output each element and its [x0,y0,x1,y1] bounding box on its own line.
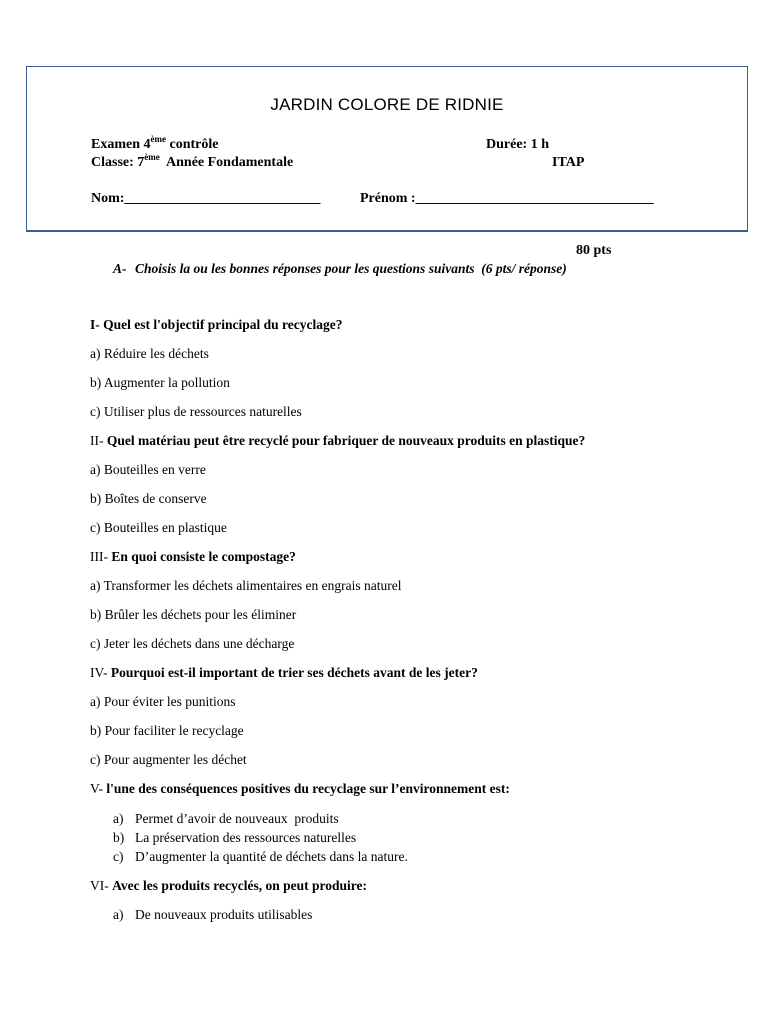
duration-label: Durée: 1 h [486,137,549,152]
question-5: V- l'une des conséquences positives du recyclage sur l’environnement est: [90,781,510,796]
question-4-option-b[interactable]: b) Pour faciliter le recyclage [90,723,244,738]
nom-field[interactable]: Nom:____________________________ [91,191,321,206]
question-4: IV- Pourquoi est-il important de trier ses déchets avant de les jeter? [90,665,478,680]
question-1-option-c[interactable]: c) Utiliser plus de ressources naturelles [90,404,302,419]
question-2-option-a[interactable]: a) Bouteilles en verre [90,462,206,477]
question-5-option-c[interactable]: c) D’augmenter la quantité de déchets dans la nature. [113,849,408,864]
school-title: JARDIN COLORE DE RIDNIE [270,95,504,114]
question-1-option-b[interactable]: b) Augmenter la pollution [90,375,230,390]
exam-label: Examen 4ème contrôle [91,134,219,152]
question-2-option-c[interactable]: c) Bouteilles en plastique [90,520,227,535]
question-4-option-a[interactable]: a) Pour éviter les punitions [90,694,236,709]
question-4-option-c[interactable]: c) Pour augmenter les déchet [90,752,247,767]
section-instruction: A- Choisis la ou les bonnes réponses pour les questions suivants (6 pts/ réponse) [113,261,567,276]
question-1: I- Quel est l'objectif principal du recyclage? [90,317,343,332]
exam-header [26,66,748,232]
question-6-option-a[interactable]: a) De nouveaux produits utilisables [113,907,313,922]
question-5-option-a[interactable]: a) Permet d’avoir de nouveaux produits [113,811,339,826]
school-code: ITAP [552,155,585,170]
question-6: VI- Avec les produits recyclés, on peut produire: [90,878,367,893]
question-5-option-b[interactable]: b) La préservation des ressources naturelles [113,830,357,845]
question-3-option-c[interactable]: c) Jeter les déchets dans une décharge [90,636,295,651]
question-3: III- En quoi consiste le compostage? [90,549,296,564]
question-2-option-b[interactable]: b) Boîtes de conserve [90,491,207,506]
question-3-option-a[interactable]: a) Transformer les déchets alimentaires en engrais naturel [90,578,402,593]
total-score: 80 pts [576,243,612,258]
question-1-option-a[interactable]: a) Réduire les déchets [90,346,209,361]
section-letter: A- [113,261,127,276]
question-2: II- Quel matériau peut être recyclé pour fabriquer de nouveaux produits en plastique? [90,433,586,448]
class-label: Classe: 7ème Année Fondamentale [91,152,294,170]
question-3-option-b[interactable]: b) Brûler les déchets pour les éliminer [90,607,297,622]
prenom-field[interactable]: Prénom :__________________________________ [360,191,654,206]
